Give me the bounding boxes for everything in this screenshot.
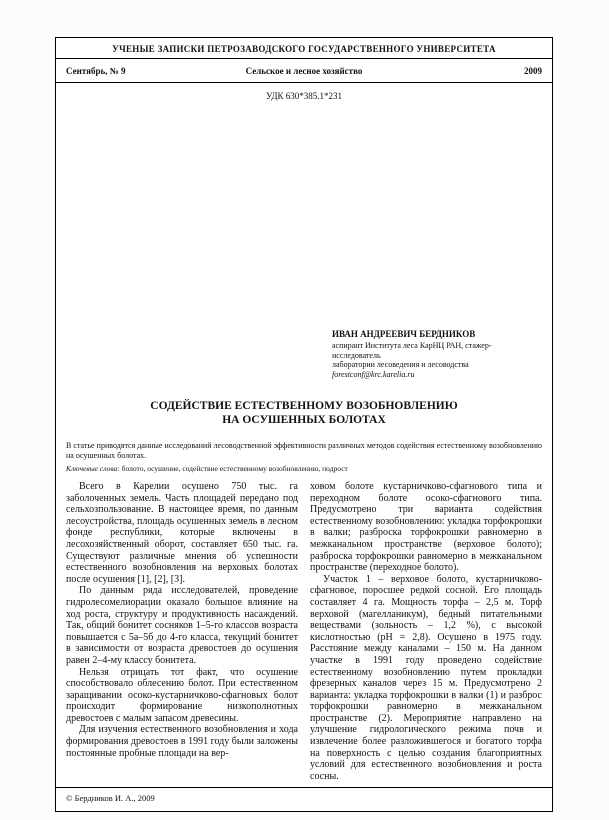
paragraph: Участок 1 – верховое болото, кустарничково-сфагновое, поросшее редкой сосной. Его площадь составляет 4 га. Мощность торфа – 2,5 м. Торф верховой (магелланикум), бедный питательными веществами (зольность – 1,2 %), с высокой кислотностью (рН = 2,8). Осушено в 1975 году. Расстояние между каналами – 150 м. На данном участке в 1991 году проведено содействие естественному возобновлению путем прокладки фрезерных каналов через 15 м. Предусмотрено 2 варианта: укладка торфокрошки в валки (1) и разброс торфокрошки равномерно в межканальном пространстве (2). Мероприятие направлено на улучшение гидрологического режима почв и извлечение более разложившегося и богатого торфа на поверхность с целью создания благоприятных условий для естественного возобновления и роста сосны. bbox=[310, 573, 542, 782]
paragraph: ховом болоте кустарничково-сфагнового типа и переходном болоте осоко-сфагнового типа. Предусмотрено три варианта содействия естественному возобновлению: укладка торфокрошки в валки; разброска торфокрошки равномерно в межканальном пространстве (верховое болото); разброска торфокрошки равномерно в межканальном пространстве (переходное болото). bbox=[310, 481, 542, 574]
keywords-list: болото, осушение, содействие естественному возобновлению, подрост bbox=[121, 464, 348, 473]
article-title-line1: СОДЕЙСТВИЕ ЕСТЕСТВЕННОМУ ВОЗОБНОВЛЕНИЮ bbox=[150, 400, 458, 412]
article-title bbox=[66, 399, 542, 427]
author-block bbox=[332, 329, 540, 379]
issue-info-row bbox=[56, 59, 552, 83]
copyright-text: © Бердников И. А., 2009 bbox=[66, 793, 155, 803]
paragraph: Нельзя отрицать тот факт, что осушение способствовало облесению болот. При естественном заращивании осоко-кустарничково-сфагновых болот происходит формирование низкополнотных древостоев с малым запасом древесины. bbox=[66, 666, 298, 724]
author-email: forestconf@krc.karelia.ru bbox=[332, 369, 415, 379]
keywords-line bbox=[66, 464, 542, 473]
right-column bbox=[310, 481, 542, 782]
paragraph: Для изучения естественного возобновления и хода формирования древостоев в 1991 году были заложены постоянные пробные площади на вер- bbox=[66, 724, 298, 759]
journal-header-banner bbox=[56, 38, 552, 59]
udc-code: УДК 630*385.1*231 bbox=[265, 91, 343, 101]
author-affiliation-line1: аспирант Института леса КарНЦ РАН, стажер-исследователь bbox=[332, 341, 492, 360]
paragraph: По данным ряда исследователей, проведение гидролесомелиорации оказало большое влияние на ход роста, структуру и продуктивность насаждений. Так, общий бонитет сосняков 1–5-го классов возраста повышается с 5а–5б до 4-го класса, текущий бонитет в зависимости от возраста древостоев до осушения равен 2–4-му классу бонитета. bbox=[66, 585, 298, 666]
abstract-text: В статье приводятся данные исследований лесоводственной эффективности различных методов содействия естественному возобновлению на осушенных болотах. bbox=[66, 441, 542, 460]
journal-title: УЧЕНЫЕ ЗАПИСКИ ПЕТРОЗАВОДСКОГО ГОСУДАРСТВЕННОГО УНИВЕРСИТЕТА bbox=[112, 44, 496, 54]
paragraph: Всего в Карелии осушено 750 тыс. га заболоченных земель. Часть площадей передано под сельхозпользование. В настоящее время, по данным лесоустройства, площадь осушенных земель в лесном фонде республики, которые включены в лесохозяйственный оборот, составляет 650 тыс. га. Существуют различные мнения об успешности естественного возобновления на верховых болотах после осушения [1], [2], [3]. bbox=[66, 481, 298, 585]
article-body bbox=[66, 481, 542, 782]
left-column bbox=[66, 481, 298, 782]
copyright-footer bbox=[56, 787, 552, 811]
section-label: Сельское и лесное хозяйство bbox=[245, 66, 363, 76]
article-title-line2: НА ОСУШЕННЫХ БОЛОТАХ bbox=[222, 414, 386, 426]
journal-page bbox=[55, 37, 553, 812]
issue-label: Сентябрь, № 9 bbox=[66, 66, 126, 76]
author-affiliation-line2: лаборатории лесоведения и лесоводства bbox=[332, 360, 469, 369]
year-label: 2009 bbox=[524, 66, 542, 76]
keywords-label: Ключевые слова: bbox=[66, 464, 122, 473]
author-name: ИВАН АНДРЕЕВИЧ БЕРДНИКОВ bbox=[332, 329, 476, 339]
